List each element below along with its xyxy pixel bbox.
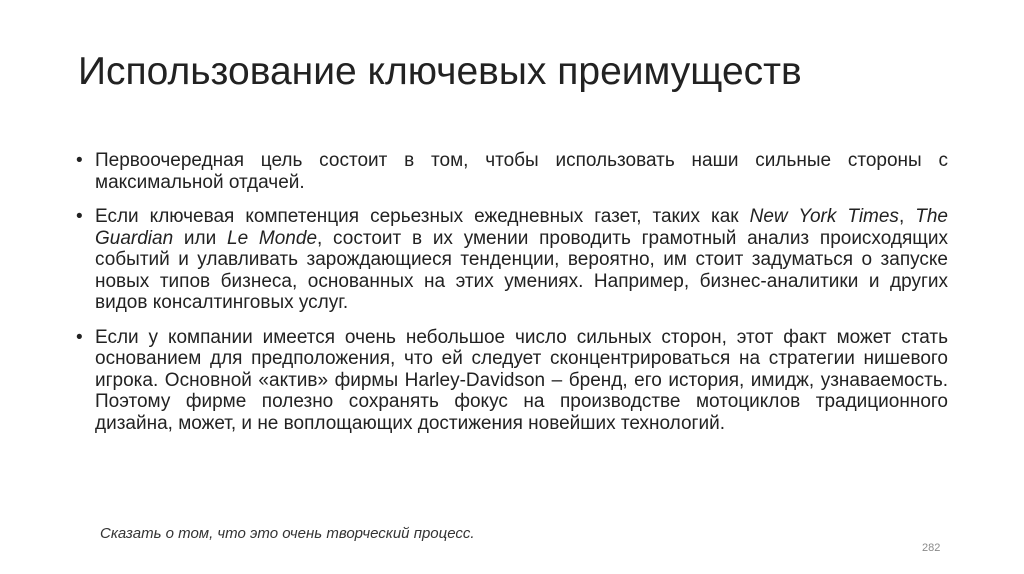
bullet-segment: Если у компании имеется очень небольшое число сильных сторон, этот факт может стать основанием для предположения, что ей следует сконцентрироваться на стратегии нишевого игрока. Основной «актив» фирмы Harley-Davidson – бренд, его история, имидж, узнаваемость. Поэтому фирме полезно сохранять фокус на производстве мотоциклов традиционного дизайна, может, и не воплощающих достижения новейших технологий. (95, 326, 948, 434)
bullet-segment: , (898, 206, 916, 227)
bullet-text (95, 150, 948, 193)
bullet-list (76, 150, 948, 447)
bullet-segment: , состоит в их умении проводить грамотный анализ происходящих событий и улавливать зарождающиеся тенденции, вероятно, им стоит задуматься о запуске новых типов бизнеса, основанных на этих умениях. Например, бизнес-аналитики и других видов консалтинговых услуг. (95, 227, 948, 313)
bullet-text (95, 327, 948, 434)
bullet-segment: Если ключевая компетенция серьезных ежедневных газет, таких как (95, 206, 750, 227)
speaker-note: Сказать о том, что это очень творческий процесс. (100, 525, 475, 542)
page-number: 282 (922, 542, 941, 554)
newspaper-name: Le Monde (227, 227, 318, 249)
newspaper-name: The Guardian (95, 206, 948, 249)
slide-title: Использование ключевых преимуществ (78, 50, 802, 93)
bullet-text (95, 206, 948, 313)
bullet-segment: или (173, 227, 228, 249)
bullet-item (76, 150, 948, 193)
newspaper-name: New York Times (749, 206, 899, 227)
bullet-item (76, 206, 948, 314)
bullet-item (76, 327, 948, 435)
bullet-segment: Первоочередная цель состоит в том, чтобы использовать наши сильные стороны с максимальной отдачей. (95, 150, 948, 193)
